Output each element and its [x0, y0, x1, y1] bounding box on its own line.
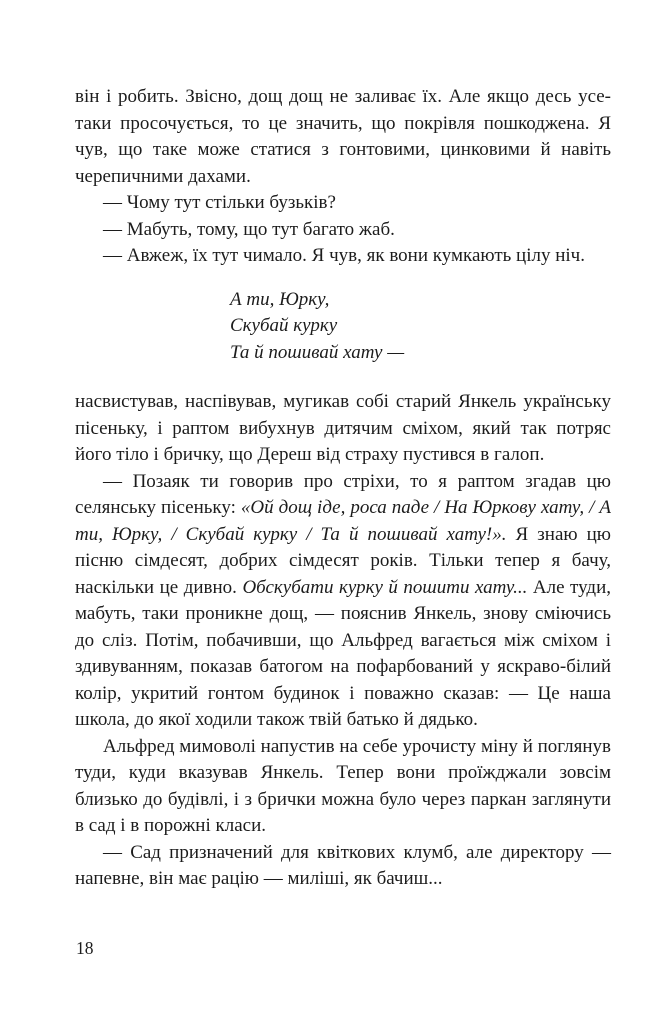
text-run: — Авжеж, їх тут чимало. Я чув, як вони кумкають цілу ніч. — [103, 245, 585, 266]
paragraph — [75, 389, 611, 469]
text-run: Обскубати курку й пошити хату... — [242, 576, 528, 598]
text-run: Я знаю цю пісню сімдесят, добрих сімдесят років. Тільки тепер я бачу, наскільки це дивно. — [75, 523, 611, 598]
page-text — [75, 84, 611, 893]
verse-block — [230, 287, 611, 367]
dialogue-paragraph — [75, 243, 611, 270]
dialogue-paragraph — [75, 469, 611, 734]
dialogue-paragraph — [75, 217, 611, 244]
verse-line: А ти, Юрку, — [230, 288, 330, 310]
text-run: він і робить. Звісно, дощ дощ не заливає їх. Але якщо десь усе-таки просочується, то це значить, що покрівля пошкоджена. Я чув, що таке може статися з гонтовими, цинковими й навіть черепичними дахами. — [75, 86, 611, 187]
text-run: — Мабуть, тому, що тут багато жаб. — [103, 218, 395, 240]
dialogue-paragraph — [75, 190, 611, 217]
text-run: — Позаяк ти говорив про стріхи, то я раптом згадав цю селянську пісеньку: — [75, 470, 611, 518]
paragraph — [75, 734, 611, 840]
paragraph — [75, 84, 611, 190]
verse-line: Та й пошивай хату — — [230, 341, 405, 363]
text-run: Але туди, мабуть, таки проникне дощ, — пояснив Янкель, знову сміючись до сліз. Потім, побачивши, що Альфред вагається між сміхом і здивуванням, показав батогом на пофарбований у яскраво-білий колір, укритий гонтом будинок і поважно сказав: — Це наша школа, до якої ходили також твій батько й дядько. — [75, 576, 611, 730]
text-run: — Чому тут стільки бузьків? — [103, 192, 336, 213]
text-run: — Сад призначений для квіткових клумб, але директору — напевне, він має рацію — миліші, як бачиш... — [75, 841, 611, 889]
page-number: 18 — [76, 938, 94, 958]
text-run: «Ой дощ іде, роса паде / На Юркову хату, / А ти, Юрку, / Скубай курку / Та й пошивай хату!». — [75, 497, 611, 545]
dialogue-paragraph — [75, 840, 611, 893]
text-run: Альфред мимоволі напустив на себе урочисту міну й поглянув туди, куди вказував Янкель. Тепер вони проїжджали зовсім близько до будівлі, і з брички можна було через паркан заглянути в сад і в порожні класи. — [75, 735, 611, 836]
verse-line: Скубай курку — [230, 315, 338, 336]
text-run: насвистував, наспівував, мугикав собі старий Янкель українську пісеньку, і раптом вибухнув дитячим сміхом, який так потряс його тіло і бричку, що Дереш від страху пустився в галоп. — [75, 391, 611, 465]
